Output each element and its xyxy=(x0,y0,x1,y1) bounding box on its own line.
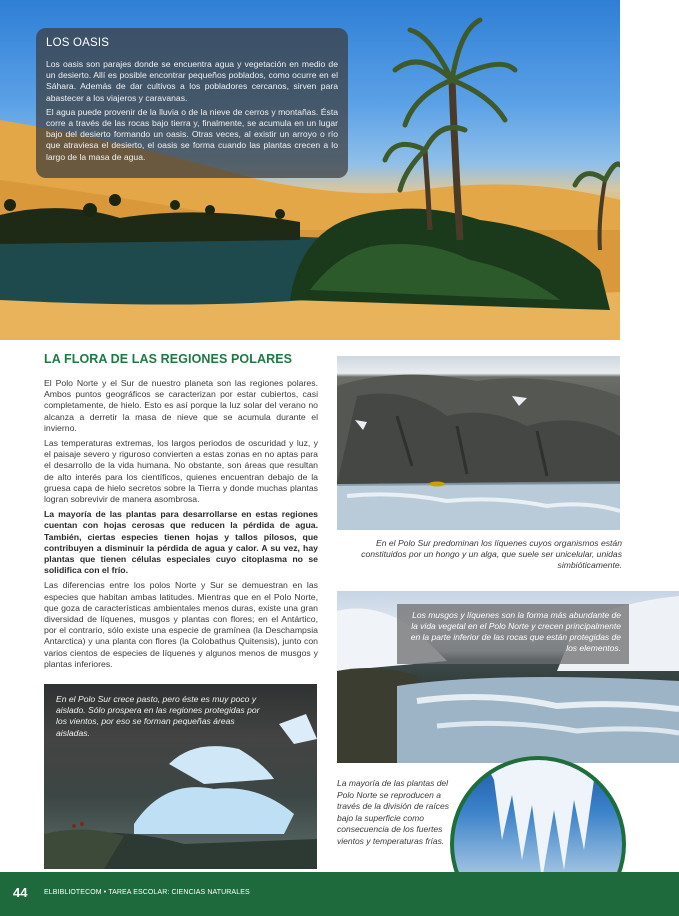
roots-caption: La mayoría de las plantas del Polo Norte se reproducen a través de la división de raíces bajo la superficie como consecuencia de los fuertes vientos y temperaturas frías. xyxy=(337,778,449,846)
body-column xyxy=(44,378,318,674)
antarctic-rock-photo xyxy=(337,356,620,530)
oasis-paragraph-1: Los oasis son parajes donde se encuentra agua y vegetación en medio de un desierto. Allí es posible encontrar pequeños poblados, como ocurre en el Sáhara. Además de dar cultivos a los pobladores cercanos, sirven para abastecer a los viajeros y caravanas. xyxy=(46,59,338,103)
rock-caption: En el Polo Sur predominan los líquenes cuyos organismos están constituidos por un hongo y un alga, que suele ser unicelular, unidas simbióticamente. xyxy=(361,538,622,571)
oasis-paragraph-2: El agua puede provenir de la lluvia o de la nieve de cerros y montañas. Ésta corre a través de las rocas bajo tierra y, finalmente, se acumula en un lugar bajo del desierto formando un oasis. Otras veces, al existir un arroyo o río que atraviesa el desierto, el oasis se forma cuando las plantas crecen a lo largo de la masa de agua. xyxy=(46,106,338,162)
body-paragraph-1: El Polo Norte y el Sur de nuestro planeta son las regiones polares. Ambos puntos geográficos se caracterizan por estar cubiertos, casi completamente, de hielo. Esto es así porque la luz solar del verano no alcanza a derretir la masa de nieve que se acumula durante el invierno. xyxy=(44,378,318,433)
iceberg-caption: En el Polo Sur crece pasto, pero éste es muy poco y aislado. Sólo prospera en las regiones protegidas por los vientos, por eso se forman pequeñas áreas aisladas. xyxy=(56,694,260,738)
oasis-info-box xyxy=(36,28,348,178)
lake-caption: Los musgos y líquenes son la forma más abundante de la vida vegetal en el Polo Norte y crecen principalmente en la parte inferior de las rocas que están protegidas de los elementos. xyxy=(410,610,621,653)
page-number: 44 xyxy=(13,885,28,900)
body-paragraph-2: Las temperaturas extremas, los largos periodos de oscuridad y luz, y el paisaje severo y riguroso convierten a estas zonas en no aptas para el desarrollo de la vida humana. No obstante, son áreas que resultan de alto interés para los científicos, quienes encuentran debajo de la gruesa capa de hielo secretos sobre la Tierra y donde muchas plantas logran sobrevivir de manera asombrosa. xyxy=(44,438,318,505)
footer-text: ELBIBLIOTECOM • TAREA ESCOLAR: CIENCIAS NATURALES xyxy=(44,889,250,896)
section-title: LA FLORA DE LAS REGIONES POLARES xyxy=(44,352,293,366)
body-paragraph-4: Las diferencias entre los polos Norte y Sur se demuestran en las especies que habitan ambas latitudes. Mientras que en el Polo Norte, que goza de características ambientales menos duras, existe una gran diversidad de líquenes, musgos y plantas con flores; en el Antártico, por el contrario, sólo existe una especie de gramínea (la Deschampsia Antarctica) y una planta con flores (la Colobathus Quitensis), junto con varios cientos de especies de líquenes y algunos menos de musgos y plantas inferiores. xyxy=(44,580,318,669)
lake-caption-box xyxy=(397,604,629,664)
body-paragraph-3: La mayoría de las plantas para desarrollarse en estas regiones cuentan con hojas cerosas que reducen la pérdida de agua. También, ciertas especies tienen hojas y tallos pilosos, que contribuyen a disminuir la pérdida de agua y calor. A su vez, hay plantas que tienen células especiales cuyo citoplasma no se solidifica con el frío. xyxy=(44,509,318,576)
oasis-title: LOS OASIS xyxy=(46,37,110,49)
